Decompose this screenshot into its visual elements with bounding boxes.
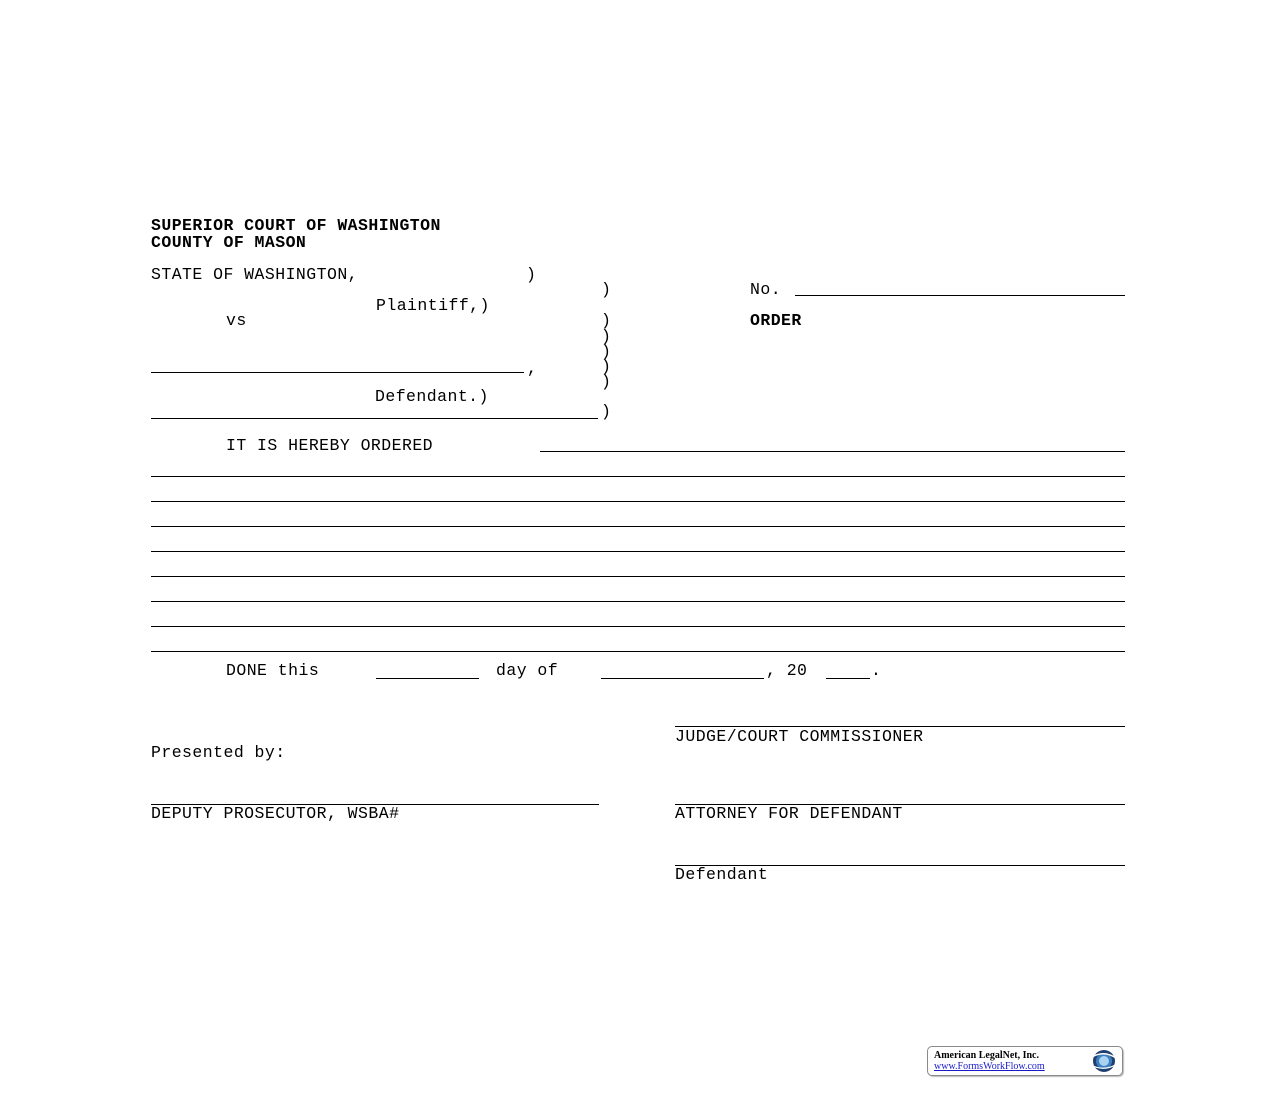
caption-bottom-line — [151, 418, 598, 419]
order-line[interactable] — [540, 451, 1125, 452]
company-name: American LegalNet, Inc. — [934, 1050, 1039, 1061]
order-line[interactable] — [151, 651, 1125, 652]
defendant-name-line[interactable] — [151, 372, 524, 373]
order-line[interactable] — [151, 526, 1125, 527]
presented-by-label: Presented by: — [151, 743, 286, 762]
company-url-link[interactable]: www.FormsWorkFlow.com — [934, 1061, 1045, 1072]
document-title: ORDER — [750, 311, 802, 330]
caption-paren: ) — [601, 372, 612, 391]
prosecutor-label: DEPUTY PROSECUTOR, WSBA# — [151, 804, 400, 823]
date-period: . — [871, 661, 882, 680]
plaintiff-label: Plaintiff,) — [376, 296, 490, 315]
ordered-text: IT IS HEREBY ORDERED — [226, 436, 434, 455]
caption-paren: ) — [601, 280, 612, 299]
day-blank[interactable] — [376, 678, 479, 679]
attorney-label: ATTORNEY FOR DEFENDANT — [675, 804, 903, 823]
county-name: COUNTY OF MASON — [151, 233, 307, 252]
court-name: SUPERIOR COURT OF WASHINGTON — [151, 216, 441, 235]
caption-paren: ) — [601, 311, 612, 330]
caption-paren: ) — [526, 265, 537, 284]
case-number-label: No. — [750, 280, 782, 299]
caption-comma: , — [527, 359, 538, 378]
year-prefix: , 20 — [766, 661, 808, 680]
done-this-label: DONE this — [226, 661, 320, 680]
order-line[interactable] — [151, 576, 1125, 577]
order-line[interactable] — [151, 626, 1125, 627]
order-line[interactable] — [151, 601, 1125, 602]
caption-paren: ) — [601, 402, 612, 421]
judge-label: JUDGE/COURT COMMISSIONER — [675, 727, 924, 746]
caption-paren: ) — [601, 327, 612, 346]
order-line[interactable] — [151, 551, 1125, 552]
versus-label: vs — [226, 311, 247, 330]
caption-paren: ) — [601, 357, 612, 376]
order-line[interactable] — [151, 476, 1125, 477]
case-number-line[interactable] — [795, 295, 1125, 296]
defendant-signature-label: Defendant — [675, 865, 769, 884]
american-legalnet-logo[interactable] — [927, 1046, 1123, 1076]
day-of-label: day of — [496, 661, 559, 680]
plaintiff-name: STATE OF WASHINGTON, — [151, 265, 359, 284]
order-line[interactable] — [151, 501, 1125, 502]
year-blank[interactable] — [826, 678, 870, 679]
month-blank[interactable] — [601, 678, 764, 679]
defendant-label: Defendant.) — [375, 387, 489, 406]
globe-icon — [1086, 1048, 1120, 1074]
caption-paren: ) — [601, 342, 612, 361]
